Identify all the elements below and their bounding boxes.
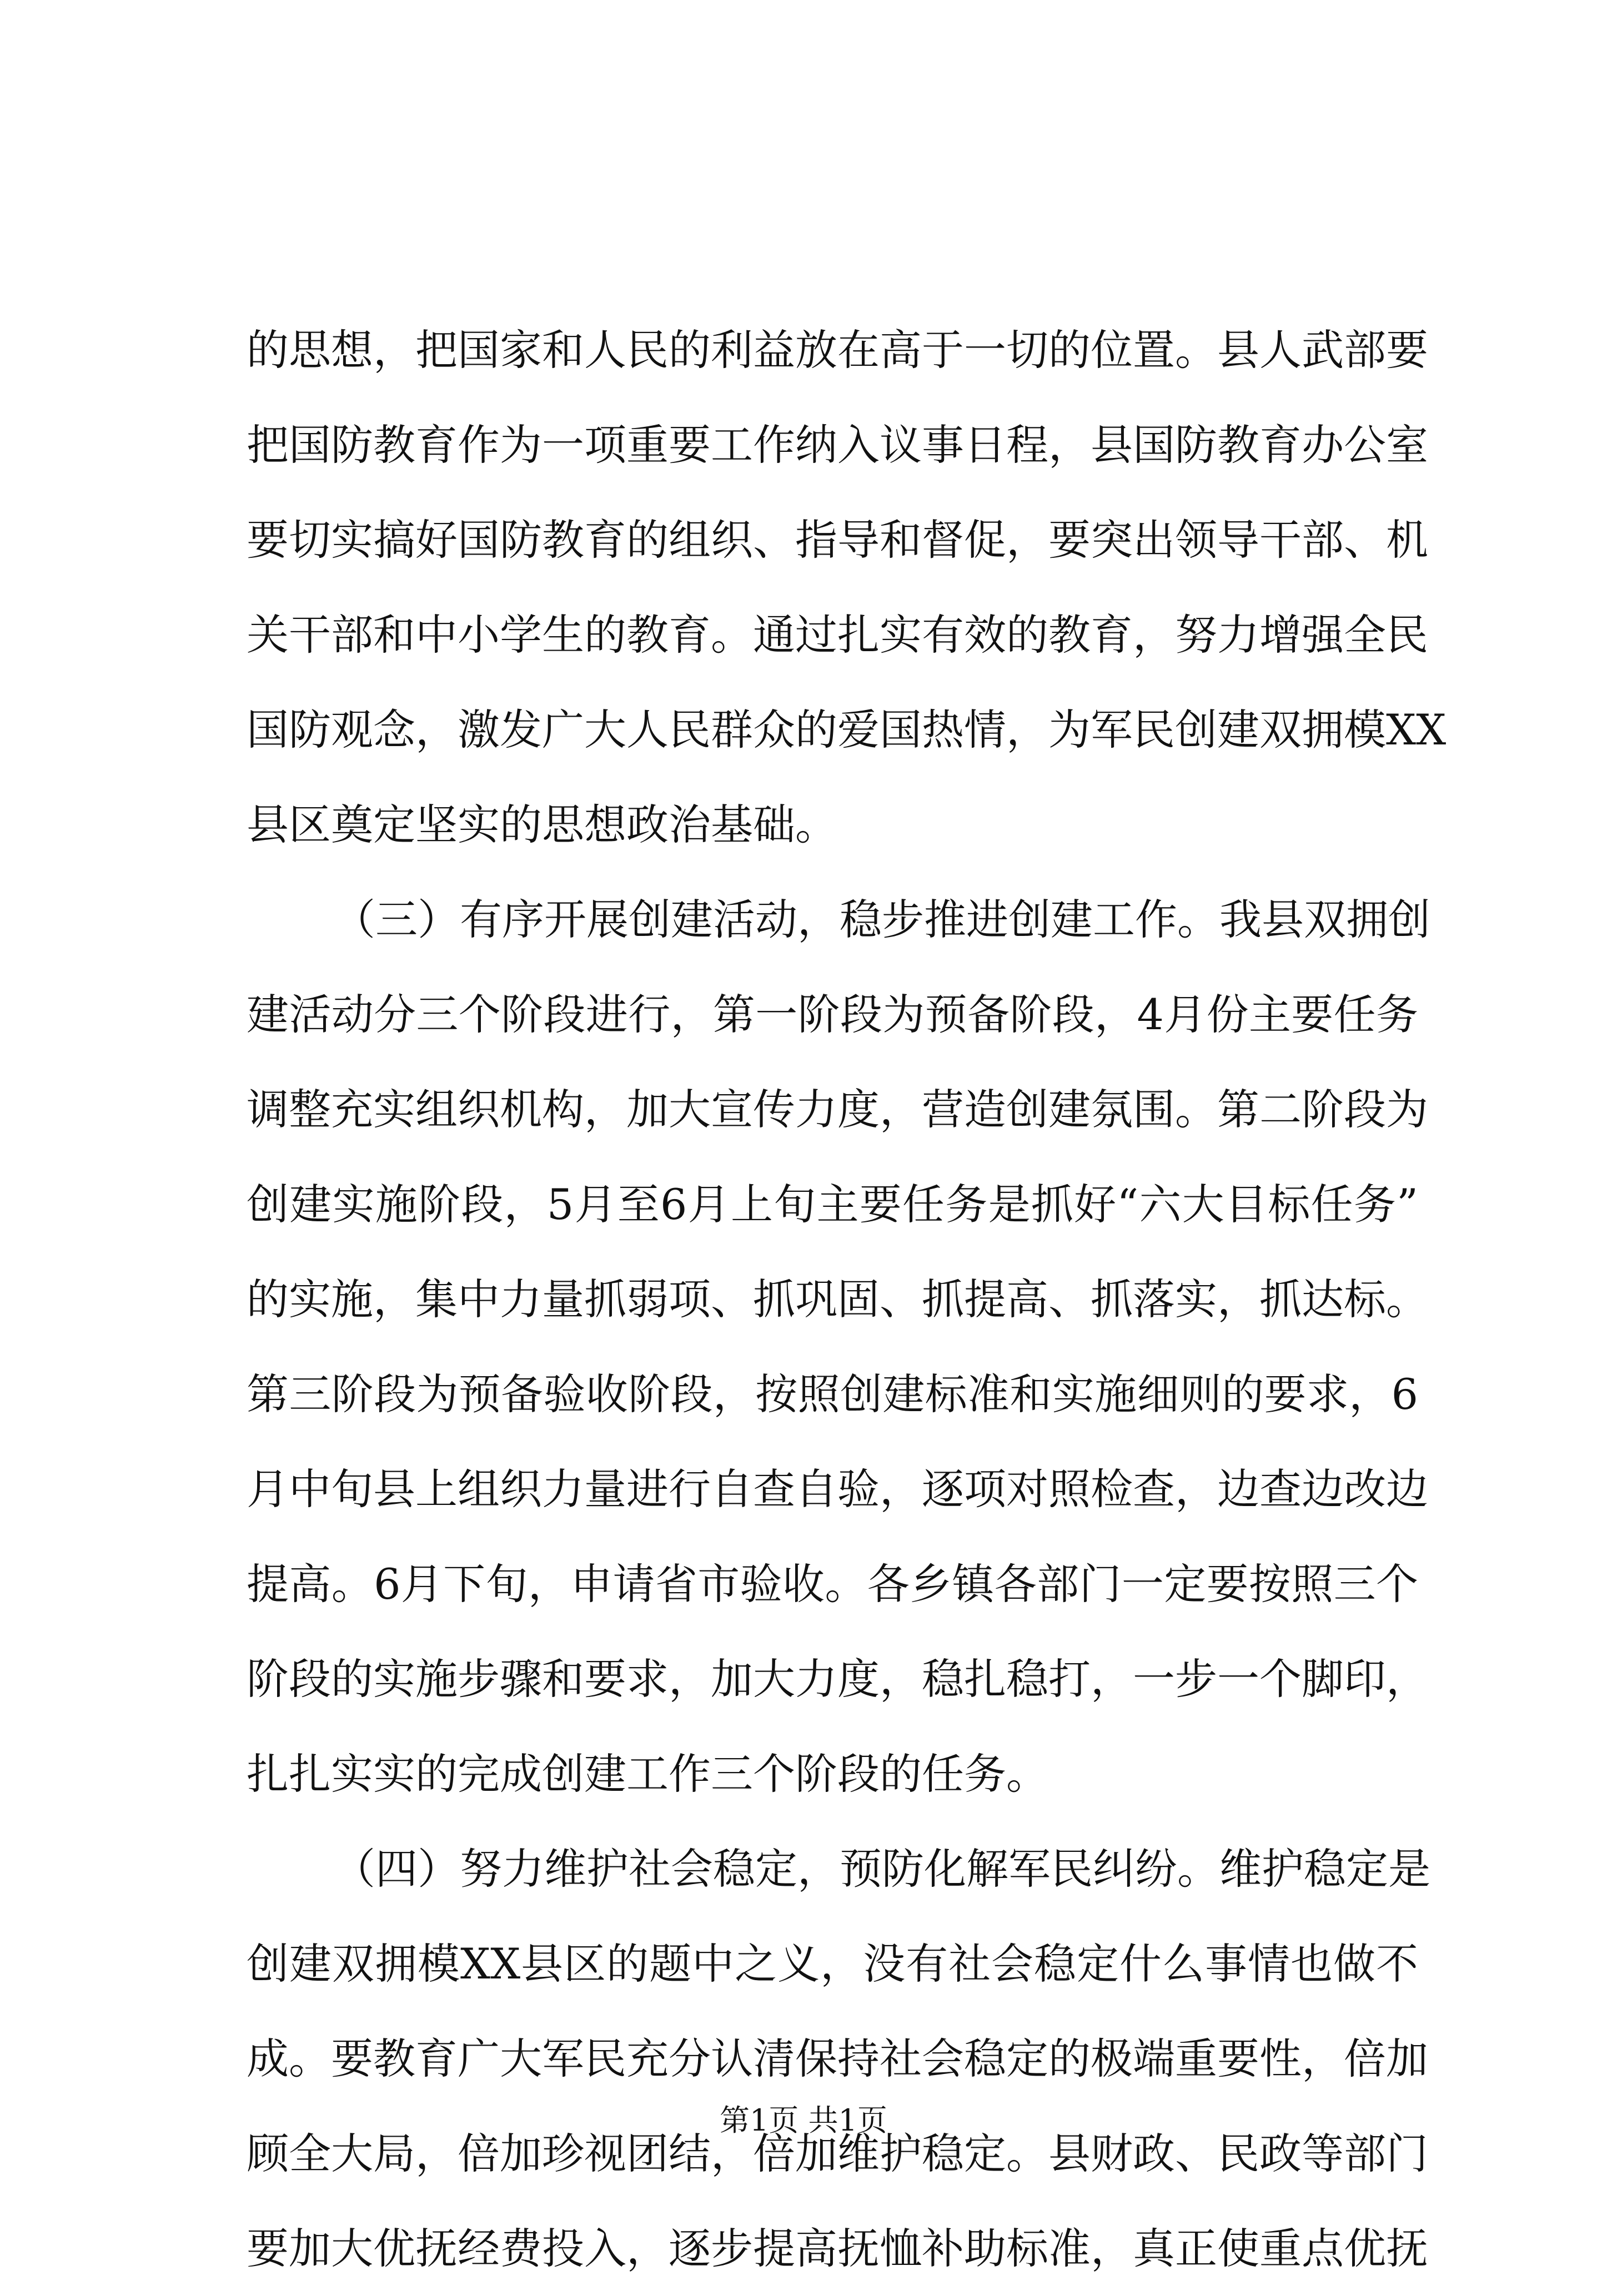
text-line: 阶段的实施步骤和要求，加大力度，稳扎稳打，一步一个脚印， [247, 1654, 1428, 1704]
paragraph-start-line: （四）努力维护社会稳定，预防化解军民纠纷。维护稳定是 [333, 1844, 1430, 1894]
text-line: 扎扎实实的完成创建工作三个阶段的任务。 [247, 1749, 1048, 1799]
text-line: 的实施，集中力量抓弱项、抓巩固、抓提高、抓落实，抓达标。 [247, 1275, 1428, 1324]
text-line: 建活动分三个阶段进行，第一阶段为预备阶段，4月份主要任务 [247, 990, 1418, 1039]
text-line: 把国防教育作为一项重要工作纳入议事日程，县国防教育办公室 [247, 420, 1428, 470]
text-line: 创建实施阶段，5月至6月上旬主要任务是抓好“六大目标任务” [247, 1180, 1418, 1229]
text-line: 提高。6月下旬，申请省市验收。各乡镇各部门一定要按照三个 [247, 1559, 1418, 1609]
text-line: 国防观念，激发广大人民群众的爱国热情，为军民创建双拥模XX [247, 705, 1447, 754]
text-line: 第三阶段为预备验收阶段，按照创建标准和实施细则的要求，6 [247, 1369, 1418, 1419]
paragraph-start-line: （三）有序开展创建活动，稳步推进创建工作。我县双拥创 [333, 895, 1430, 944]
text-line: 创建双拥模XX县区的题中之义，没有社会稳定什么事情也做不 [247, 1939, 1418, 1988]
text-line: 的思想，把国家和人民的利益放在高于一切的位置。县人武部要 [247, 325, 1428, 375]
text-line: 要切实搞好国防教育的组织、指导和督促，要突出领导干部、机 [247, 515, 1428, 565]
text-line: 关干部和中小学生的教育。通过扎实有效的教育，努力增强全民 [247, 610, 1428, 659]
body-text [247, 303, 1447, 2296]
text-line: 要加大优抚经费投入，逐步提高抚恤补助标准，真正使重点优抚 [247, 2224, 1428, 2273]
page-footer: 第1页 共1页 [720, 2103, 887, 2138]
text-line: 顾全大局，倍加珍视团结，倍加维护稳定。县财政、民政等部门 [247, 2129, 1428, 2178]
text-line: 调整充实组织机构，加大宣传力度，营造创建氛围。第二阶段为 [247, 1085, 1428, 1134]
text-line: 成。要教育广大军民充分认清保持社会稳定的极端重要性，倍加 [247, 2034, 1428, 2083]
text-line: 县区奠定坚实的思想政治基础。 [247, 800, 837, 849]
text-line: 月中旬县上组织力量进行自查自验，逐项对照检查，边查边改边 [247, 1464, 1428, 1514]
